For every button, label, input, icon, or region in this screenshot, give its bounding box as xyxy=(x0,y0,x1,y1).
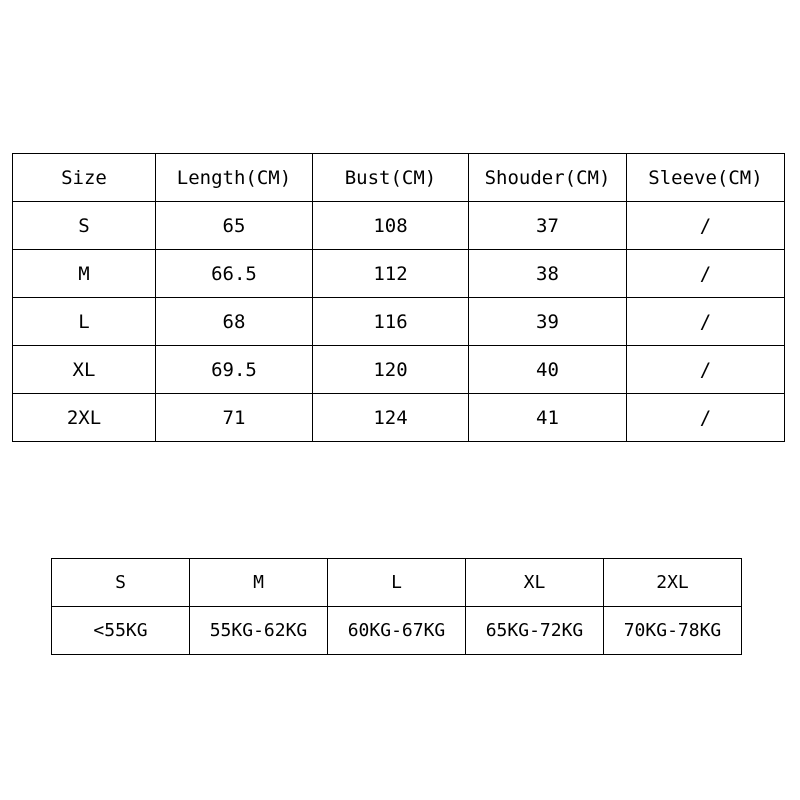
table-row xyxy=(13,298,785,346)
table-cell: 108 xyxy=(313,202,469,250)
table-cell: 116 xyxy=(313,298,469,346)
weight-size-cell: 2XL xyxy=(604,559,742,607)
table-cell: 66.5 xyxy=(156,250,313,298)
table-cell: S xyxy=(13,202,156,250)
table-cell: 40 xyxy=(469,346,627,394)
table-cell: / xyxy=(627,394,785,442)
header-cell-sleeve: Sleeve(CM) xyxy=(627,154,785,202)
table-header-row xyxy=(13,154,785,202)
table-cell: 112 xyxy=(313,250,469,298)
table-cell: 39 xyxy=(469,298,627,346)
weight-size-cell: XL xyxy=(466,559,604,607)
weight-range-cell: <55KG xyxy=(52,607,190,655)
table-cell: 124 xyxy=(313,394,469,442)
table-cell: L xyxy=(13,298,156,346)
weight-range-cell: 65KG-72KG xyxy=(466,607,604,655)
header-cell-size: Size xyxy=(13,154,156,202)
table-cell: 71 xyxy=(156,394,313,442)
table-cell: / xyxy=(627,250,785,298)
weight-guide-table xyxy=(51,558,742,655)
table-cell: / xyxy=(627,202,785,250)
table-row xyxy=(13,202,785,250)
weight-size-cell: S xyxy=(52,559,190,607)
table-cell: 69.5 xyxy=(156,346,313,394)
table-cell: 68 xyxy=(156,298,313,346)
table-row xyxy=(13,346,785,394)
table-cell: 37 xyxy=(469,202,627,250)
table-cell: 38 xyxy=(469,250,627,298)
table-cell: XL xyxy=(13,346,156,394)
header-cell-length: Length(CM) xyxy=(156,154,313,202)
header-cell-shoulder: Shouder(CM) xyxy=(469,154,627,202)
table-cell: 2XL xyxy=(13,394,156,442)
table-cell: 65 xyxy=(156,202,313,250)
table-cell: 41 xyxy=(469,394,627,442)
weight-size-cell: L xyxy=(328,559,466,607)
weight-range-row xyxy=(52,607,742,655)
header-cell-bust: Bust(CM) xyxy=(313,154,469,202)
table-cell: M xyxy=(13,250,156,298)
weight-range-cell: 60KG-67KG xyxy=(328,607,466,655)
table-row xyxy=(13,394,785,442)
table-row xyxy=(13,250,785,298)
table-cell: / xyxy=(627,346,785,394)
table-cell: / xyxy=(627,298,785,346)
table-cell: 120 xyxy=(313,346,469,394)
weight-size-cell: M xyxy=(190,559,328,607)
weight-size-row xyxy=(52,559,742,607)
size-measurement-table xyxy=(12,153,785,442)
weight-range-cell: 55KG-62KG xyxy=(190,607,328,655)
weight-range-cell: 70KG-78KG xyxy=(604,607,742,655)
